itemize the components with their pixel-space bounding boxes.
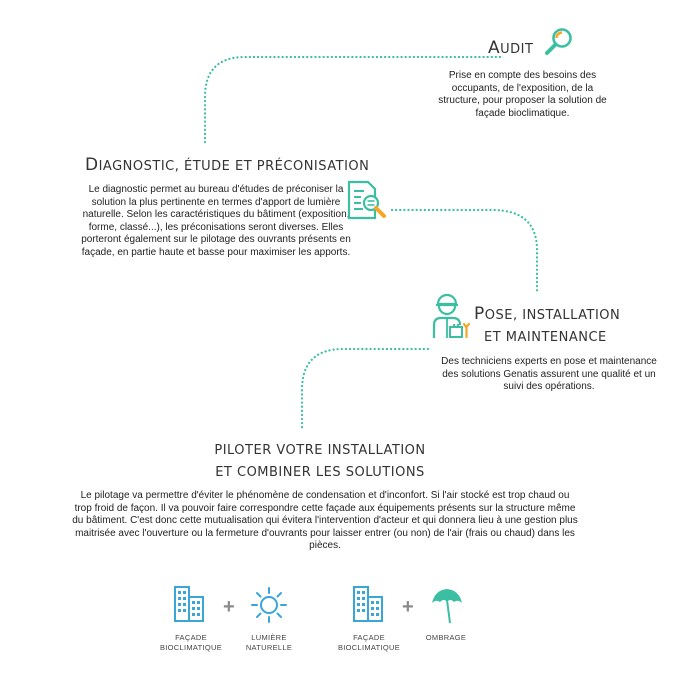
- diagnostic-title: [85, 155, 369, 175]
- technician-icon: [428, 294, 472, 340]
- pose-title-initial: P: [474, 304, 485, 324]
- pose-title-line1: [474, 304, 620, 324]
- pose-title-line2: ET MAINTENANCE: [484, 330, 607, 345]
- combo2-plus: +: [402, 596, 414, 618]
- piloter-title-line2: ET COMBINER LES SOLUTIONS: [215, 465, 425, 480]
- audit-title-rest: UDIT: [500, 42, 534, 57]
- sun-icon: [250, 586, 288, 624]
- combo1-left-label: FAÇADE BIOCLIMATIQUE: [159, 633, 223, 652]
- audit-description: Prise en compte des besoins des occupants, de l'exposition, de la structure, pour proposer la solution de façade bioclimatique.: [438, 70, 607, 119]
- pose-description: Des techniciens experts en pose et maintenance des solutions Genatis assurent une qualité et un suivi des opérations.: [441, 356, 657, 392]
- connector-pose-piloter: [302, 349, 428, 428]
- audit-title-initial: A: [488, 38, 501, 58]
- combo1-right-label: LUMIÈRE NATURELLE: [245, 633, 293, 652]
- building-icon: [173, 585, 207, 623]
- document-search-icon: [346, 180, 392, 222]
- diagnostic-title-rest: IAGNOSTIC, ÉTUDE ET PRÉCONISATION: [98, 159, 370, 174]
- magnifier-icon: [542, 26, 576, 56]
- umbrella-icon: [429, 586, 465, 626]
- piloter-description: Le pilotage va permettre d'éviter le phénomène de condensation et d'inconfort. Si l'air stocké est trop chaud ou trop froid de façon. Il va pouvoir faire correspondre cette façade aux équipements présents sur la structure même du bâtiment. C'est donc cette mutualisation qui évitera l'intervention d'acteur et qui donnera lieu à une gestion plus maitrisée avec l'ouverture ou la fermeture d'ouvrants pour laisser entrer (ou non) de l'air (frais ou chaud) dans les pièces.: [72, 490, 578, 551]
- combo2-left-label: FAÇADE BIOCLIMATIQUE: [337, 633, 401, 652]
- audit-title: [488, 38, 533, 58]
- diagnostic-description: Le diagnostic permet au bureau d'études de préconiser la solution la plus pertinente en termes d'apport de lumière naturelle. Selon les caractéristiques du bâtiment (exposition, forme, classé...), les préconisations seront diverses. Elles porteront également sur le pilotage des ouvrants présents en façade, en partie haute et basse pour maximiser les apports.: [81, 184, 351, 258]
- connector-diagnostic-pose: [392, 210, 537, 292]
- building-icon: [352, 585, 386, 623]
- combo1-plus: +: [223, 596, 235, 618]
- piloter-title-line1: PILOTER VOTRE INSTALLATION: [214, 443, 426, 458]
- diagnostic-title-initial: D: [85, 155, 99, 175]
- combo2-right-label: OMBRAGE: [425, 633, 467, 642]
- pose-title-rest: OSE, INSTALLATION: [484, 308, 621, 323]
